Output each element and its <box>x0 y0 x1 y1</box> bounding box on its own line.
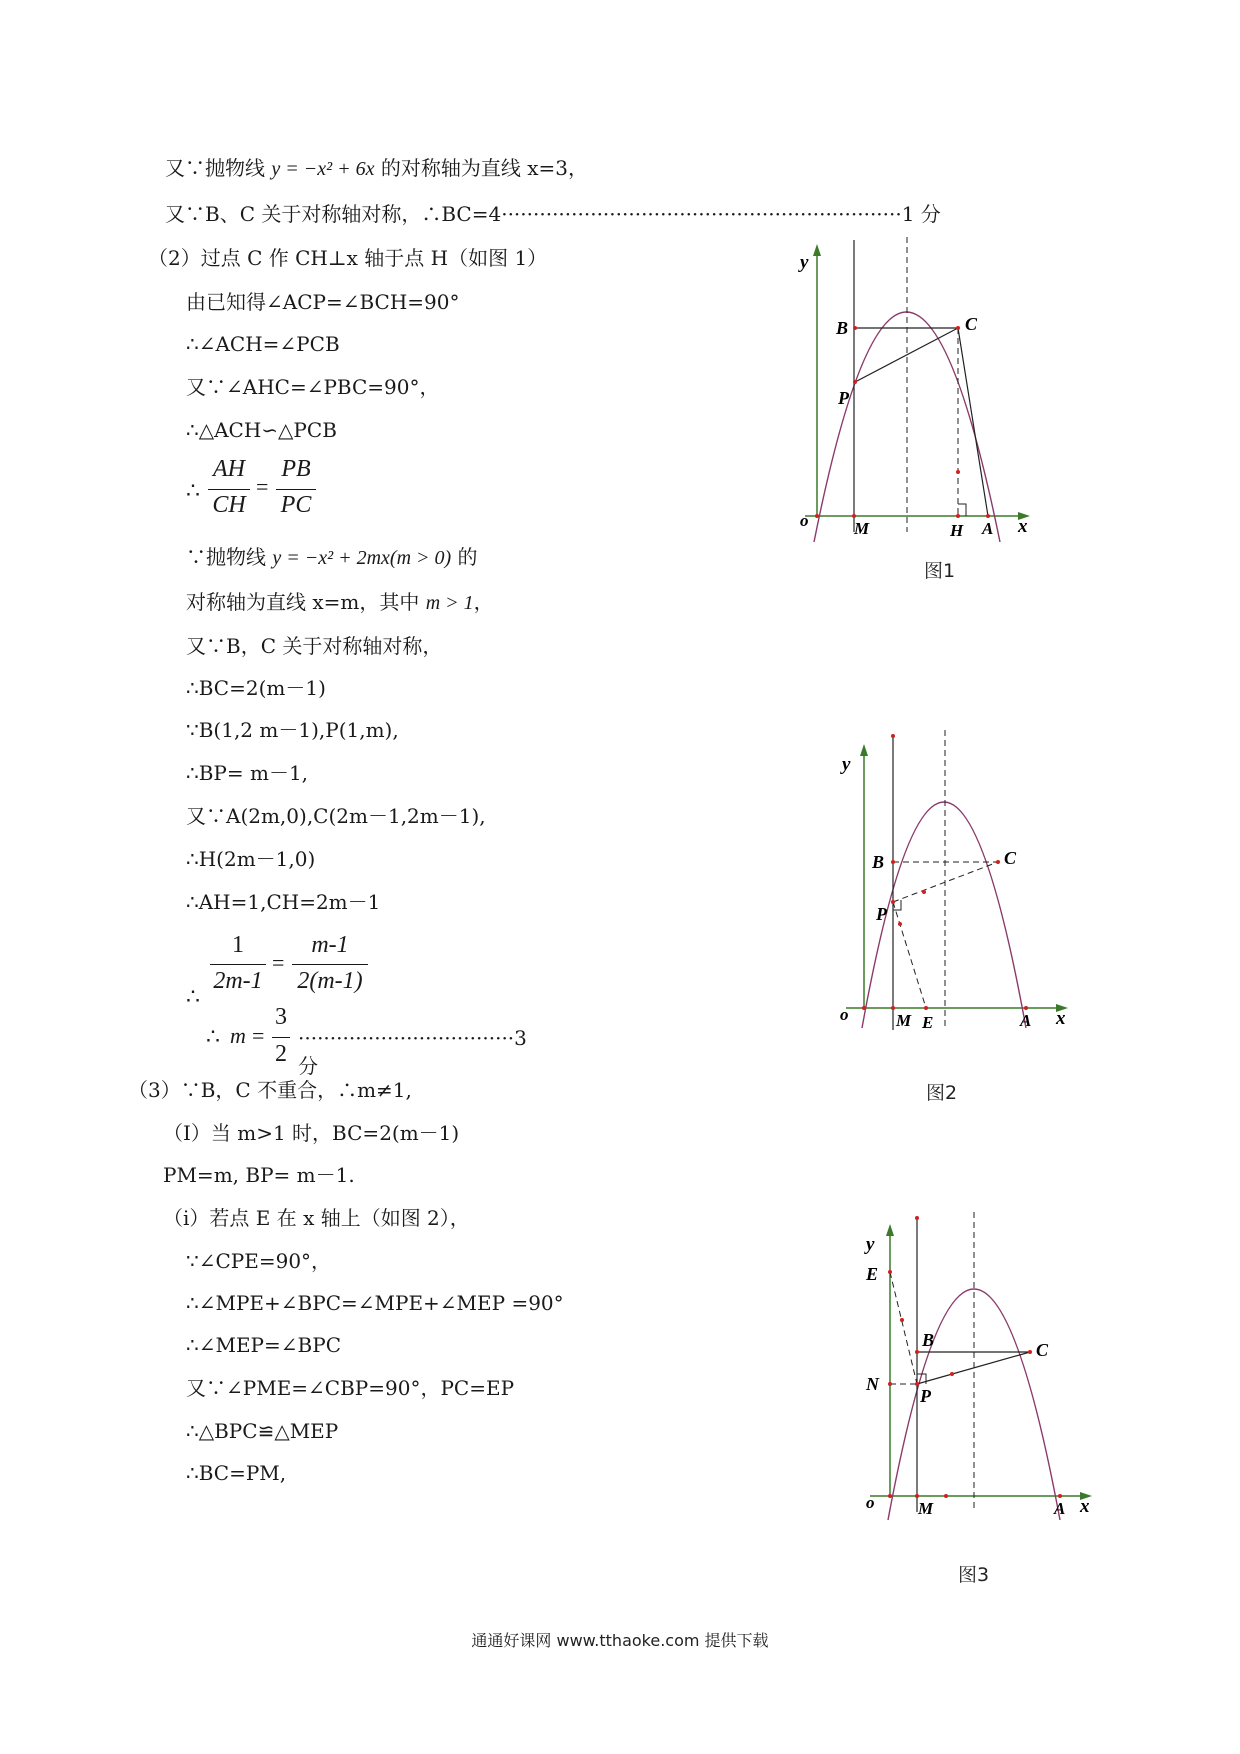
label-o: o <box>866 1493 875 1512</box>
label-x: x <box>1056 1008 1066 1029</box>
label-e: E <box>922 1013 934 1032</box>
point-p <box>915 1382 919 1386</box>
figure-2 <box>828 730 1088 1050</box>
label-m: M <box>918 1499 934 1518</box>
point-x-mid <box>944 1494 948 1498</box>
segment-pe <box>893 902 926 1008</box>
equals-sign: = <box>256 474 269 499</box>
label-n: N <box>866 1374 879 1394</box>
point-mid <box>950 1372 954 1376</box>
point-top <box>915 1216 919 1220</box>
y-axis-arrow <box>813 244 821 256</box>
point-e <box>888 1270 892 1274</box>
text-line: ∵B(1,2 m－1),P(1,m), <box>186 718 399 742</box>
point-p <box>891 900 895 904</box>
point-c <box>1028 1350 1032 1354</box>
text-segment: 的对称轴为直线 x=3， <box>374 156 588 180</box>
segment-pc <box>855 328 958 382</box>
equation: m > 1 <box>425 592 474 614</box>
label-b: B <box>872 852 885 872</box>
point-pe-mid <box>900 1318 904 1322</box>
therefore-symbol: ∴ <box>206 1024 220 1049</box>
label-b: B <box>836 318 849 338</box>
label-p: P <box>876 904 887 924</box>
text-segment: 对称轴为直线 x=m，其中 <box>186 590 426 614</box>
point-b <box>853 326 857 330</box>
text-line: ∴△BPC≌△MEP <box>186 1419 339 1443</box>
point-e <box>924 1006 928 1010</box>
figure-2-caption: 图2 <box>926 1082 958 1104</box>
text-line <box>186 545 478 570</box>
segment-pe <box>890 1272 917 1384</box>
text-line: ∴H(2m－1,0) <box>186 847 316 871</box>
point-o <box>862 1006 866 1010</box>
text-line: 又∵∠AHC=∠PBC=90°， <box>186 375 440 399</box>
text-line: ∴BC=2(m－1) <box>186 676 326 700</box>
point-o <box>888 1494 892 1498</box>
footer: 通通好课网 www.tthaoke.com 提供下载 <box>471 1631 769 1650</box>
text-line: 又∵A(2m,0),C(2m－1,2m－1), <box>186 804 486 828</box>
text-line: （ⅰ）若点 E 在 x 轴上（如图 2）， <box>163 1206 470 1230</box>
equals-sign: = <box>272 950 285 975</box>
segment-ca <box>958 328 988 516</box>
y-axis-arrow <box>860 744 868 756</box>
label-o: o <box>840 1005 849 1024</box>
text-line: PM=m, BP= m－1. <box>163 1163 355 1187</box>
point-a <box>1058 1494 1062 1498</box>
y-axis-arrow <box>886 1224 894 1236</box>
label-x: x <box>1018 516 1028 537</box>
label-m: M <box>896 1011 912 1030</box>
right-angle-mark <box>958 504 966 516</box>
fraction-bar <box>208 489 250 490</box>
text-segment: 的 <box>451 545 478 569</box>
text-line: （2）过点 C 作 CH⊥x 轴于点 H（如图 1） <box>148 246 548 270</box>
text-line: ∴∠ACH=∠PCB <box>186 332 340 356</box>
point-top <box>891 734 895 738</box>
point-n <box>888 1382 892 1386</box>
therefore-symbol: ∴ <box>186 478 200 503</box>
point-mid <box>922 890 926 894</box>
variable: m <box>230 1023 246 1048</box>
label-b: B <box>922 1330 935 1350</box>
point-m <box>891 1006 895 1010</box>
denominator: CH <box>212 492 246 518</box>
text-line: （Ⅰ）当 m>1 时，BC=2(m－1) <box>163 1121 460 1145</box>
point-b <box>915 1350 919 1354</box>
point-b <box>891 860 895 864</box>
numerator: PB <box>281 456 311 482</box>
numerator: m-1 <box>311 932 349 958</box>
point-c <box>956 326 960 330</box>
figure-1-caption: 图1 <box>924 560 956 582</box>
fraction-bar <box>210 964 266 965</box>
label-x: x <box>1080 1496 1090 1517</box>
fraction-bar <box>276 489 316 490</box>
point-pe-mid <box>898 922 902 926</box>
text-line: ∴AH=1,CH=2m－1 <box>186 890 381 914</box>
equation: y = −x² + 6x <box>271 158 375 180</box>
point-on-ch <box>956 470 960 474</box>
text-line: 又∵∠PME=∠CBP=90°，PC=EP <box>186 1376 515 1400</box>
text-line <box>186 590 494 615</box>
therefore-symbol: ∴ <box>186 984 200 1009</box>
denominator: 2 <box>275 1041 287 1067</box>
text-line <box>165 156 588 181</box>
label-a: A <box>1054 1499 1066 1518</box>
text-segment: 又∵抛物线 <box>165 156 272 180</box>
label-y: y <box>866 1234 875 1255</box>
label-y: y <box>800 252 809 273</box>
text-line: ∴∠MEP=∠BPC <box>186 1333 341 1357</box>
fraction-bar <box>292 964 368 965</box>
fraction-equation <box>186 456 326 522</box>
text-segment: ∵抛物线 <box>186 545 273 569</box>
fraction-bar <box>272 1037 290 1038</box>
point-o <box>815 514 819 518</box>
text-line: ∴BC=PM, <box>186 1461 287 1485</box>
label-e: E <box>866 1264 879 1284</box>
figure-1 <box>790 232 1050 552</box>
denominator: PC <box>280 492 312 518</box>
label-o: o <box>800 511 809 530</box>
point-p <box>853 380 857 384</box>
label-p: P <box>838 388 849 408</box>
label-c: C <box>965 314 978 334</box>
point-m <box>852 514 856 518</box>
label-a: A <box>982 519 994 538</box>
text-line: 又∵B，C 关于对称轴对称， <box>186 634 443 658</box>
point-a <box>986 514 990 518</box>
text-line: ∵∠CPE=90°， <box>186 1249 332 1273</box>
numerator: 1 <box>232 932 244 958</box>
point-h <box>956 514 960 518</box>
label-a: A <box>1020 1011 1032 1030</box>
label-h: H <box>950 521 964 540</box>
figure-3 <box>852 1212 1112 1542</box>
text-line: 又∵B、C 关于对称轴对称，∴BC=4·······························································1 分 <box>165 202 941 226</box>
text-line: 由已知得∠ACP=∠BCH=90° <box>186 290 460 314</box>
numerator: AH <box>213 456 245 482</box>
equals-sign: = <box>252 1023 265 1048</box>
point-c <box>996 860 1000 864</box>
text-line: ∴△ACH∽△PCB <box>186 418 337 442</box>
numerator: 3 <box>275 1004 287 1030</box>
text-line: ∴∠MPE+∠BPC=∠MPE+∠MEP =90° <box>186 1291 564 1315</box>
text-segment: ， <box>473 590 494 614</box>
label-p: P <box>920 1386 931 1406</box>
equation: y = −x² + 2mx(m > 0) <box>272 547 452 569</box>
label-c: C <box>1004 848 1017 868</box>
result-line <box>206 1004 546 1078</box>
denominator: 2(m-1) <box>297 968 363 994</box>
label-m: M <box>854 519 870 538</box>
denominator: 2m-1 <box>213 968 263 994</box>
figure-3-caption: 图3 <box>958 1564 990 1586</box>
point-m <box>915 1494 919 1498</box>
text-line: ∴BP= m－1, <box>186 761 309 785</box>
label-y: y <box>842 754 851 775</box>
score-dots: ··································3分 <box>298 1026 527 1078</box>
text-line: （3）∵B，C 不重合，∴m≠1, <box>128 1078 412 1102</box>
fraction-equation <box>186 932 366 1009</box>
label-c: C <box>1036 1340 1049 1360</box>
point-a <box>1024 1006 1028 1010</box>
